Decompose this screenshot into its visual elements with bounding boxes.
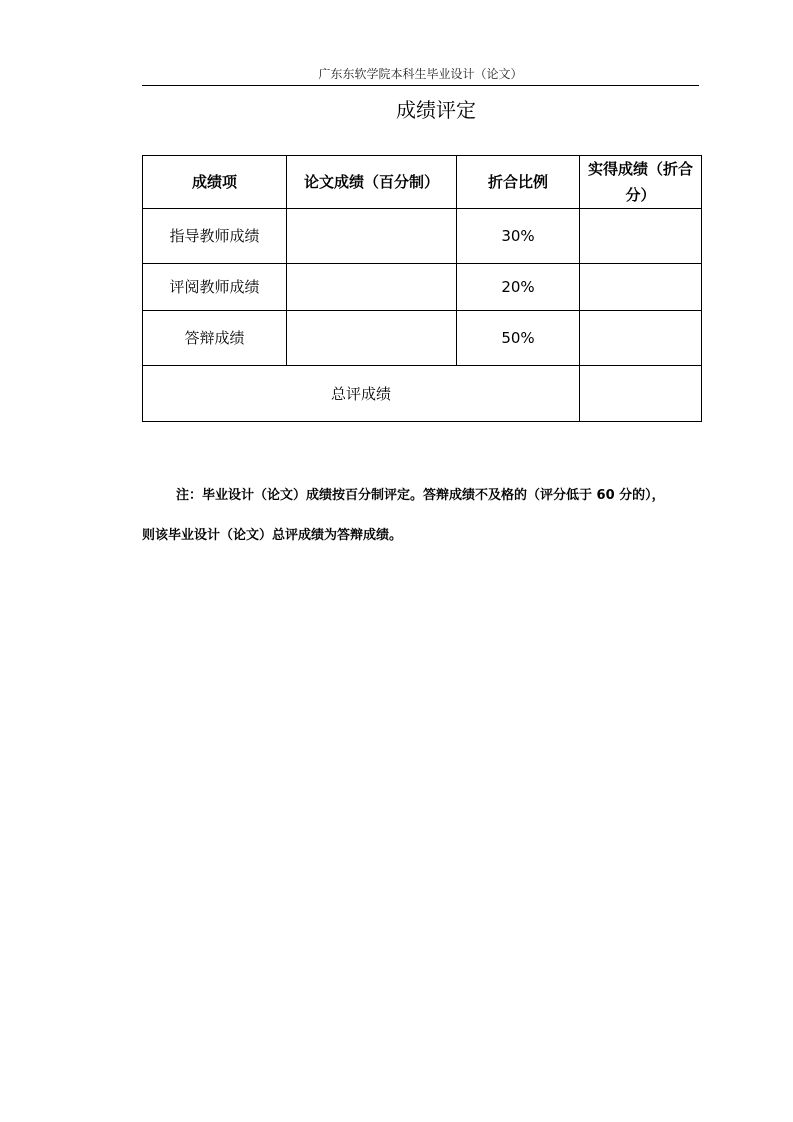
row-weighted-cell: [580, 209, 702, 264]
column-header-ratio: 折合比例: [457, 156, 580, 209]
row-item-label: 指导教师成绩: [143, 209, 287, 264]
column-header-score: 论文成绩（百分制）: [287, 156, 457, 209]
page-title: 成绩评定: [396, 98, 476, 122]
row-score-cell: [287, 311, 457, 366]
table-row-defense: [143, 311, 702, 366]
row-item-label: 答辩成绩: [143, 311, 287, 366]
row-score-cell: [287, 209, 457, 264]
table-header-row: [143, 156, 702, 209]
note-line-1: 注：毕业设计（论文）成绩按百分制评定。答辩成绩不及格的（评分低于 60 分的），: [176, 488, 665, 503]
row-score-cell: [287, 264, 457, 311]
table-row-reviewer: [143, 264, 702, 311]
grade-table: [142, 155, 702, 422]
column-header-weighted: 实得成绩（折合分）: [580, 156, 702, 209]
row-ratio-cell: 30%: [457, 209, 580, 264]
row-weighted-cell: [580, 311, 702, 366]
table-row-advisor: [143, 209, 702, 264]
row-weighted-cell: [580, 264, 702, 311]
page-header: 广东东软学院本科生毕业设计（论文）: [142, 64, 699, 86]
column-header-item: 成绩项: [143, 156, 287, 209]
row-ratio-cell: 20%: [457, 264, 580, 311]
note-line-2: 则该毕业设计（论文）总评成绩为答辩成绩。: [142, 528, 403, 543]
grading-note: [142, 476, 702, 556]
total-value-cell: [580, 366, 702, 422]
row-item-label: 评阅教师成绩: [143, 264, 287, 311]
table-row-total: [143, 366, 702, 422]
row-ratio-cell: 50%: [457, 311, 580, 366]
total-label: 总评成绩: [143, 366, 580, 422]
